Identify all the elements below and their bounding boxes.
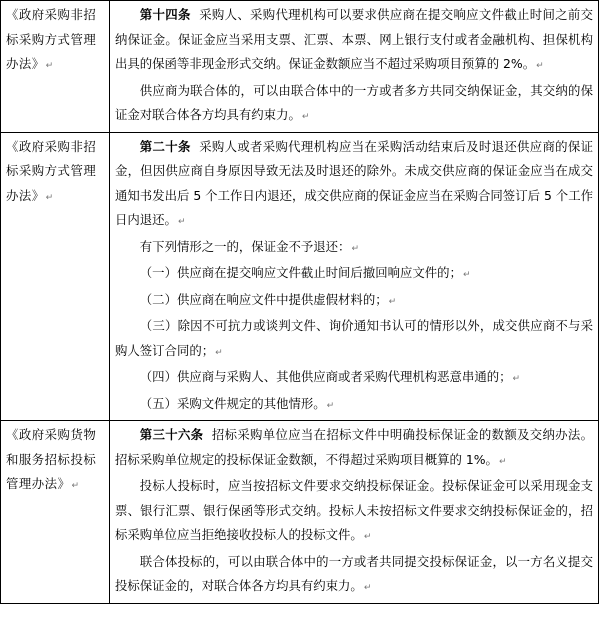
article-paragraph xyxy=(115,550,593,601)
law-title-cell xyxy=(1,1,110,133)
article-number: 第二十条 xyxy=(139,138,191,154)
paragraph-mark-icon: ↵ xyxy=(301,112,310,122)
article-text: （四）供应商与采购人、其他供应商或者采购代理机构恶意串通的； xyxy=(139,369,512,384)
paragraph-mark-icon: ↵ xyxy=(326,400,335,411)
paragraph-mark-icon: ↵ xyxy=(177,217,186,227)
article-number: 第十四条 xyxy=(139,7,191,22)
article-paragraph xyxy=(115,235,593,262)
article-paragraph xyxy=(115,79,593,130)
paragraph-mark-icon: ↵ xyxy=(71,481,80,491)
law-title: 《政府采购非招标采购方式管理办法》 xyxy=(6,7,97,71)
law-title-cell xyxy=(1,421,110,604)
article-paragraph xyxy=(115,288,593,315)
law-title: 《政府采购货物和服务招标投标管理办法》 xyxy=(6,427,97,491)
article-paragraph xyxy=(115,365,593,392)
article-text: （一）供应商在提交响应文件截止时间后撤回响应文件的； xyxy=(139,265,462,280)
article-text: 有下列情形之一的，保证金不予退还： xyxy=(139,238,351,254)
table-row xyxy=(1,1,599,133)
paragraph-mark-icon: ↵ xyxy=(462,270,471,280)
paragraph-mark-icon: ↵ xyxy=(45,192,54,203)
article-text: 招标采购单位应当在招标文件中明确投标保证金的数额及交纳办法。招标采购单位规定的投标保证金数额，不得超过采购项目概算的 1%。 xyxy=(115,427,594,467)
article-text: 采购人或者采购代理机构应当在采购活动结束后及时退还供应商的保证金，但因供应商自身原因导致无法及时退还的除外。未成交供应商的保证金应当在成交通知书发出后 5 个工作日内退还，成交供应商的保证金应当在采购合同签订后 5 个工作日内退还。 xyxy=(115,138,593,227)
paragraph-mark-icon: ↵ xyxy=(363,583,372,593)
paragraph-mark-icon: ↵ xyxy=(498,456,507,467)
paragraph-mark-icon: ↵ xyxy=(512,374,521,384)
article-paragraph xyxy=(115,314,593,365)
paragraph-mark-icon: ↵ xyxy=(536,61,544,71)
paragraph-mark-icon: ↵ xyxy=(388,296,397,307)
paragraph-mark-icon: ↵ xyxy=(45,61,54,71)
law-title-cell xyxy=(1,132,110,421)
article-paragraph xyxy=(115,3,593,79)
article-cell xyxy=(110,132,599,421)
article-text: 采购人、采购代理机构可以要求供应商在提交响应文件截止时间之前交纳保证金。保证金应当采用支票、汇票、本票、网上银行支付或者金融机构、担保机构出具的保函等非现金形式交纳。保证金数额应当不超过采购项目预算的 2%。 xyxy=(115,7,593,71)
paragraph-mark-icon: ↵ xyxy=(215,347,223,358)
article-text: （三）除因不可抗力或谈判文件、询价通知书认可的情形以外，成交供应商不与采购人签订合同的； xyxy=(115,318,593,358)
article-paragraph xyxy=(115,261,593,288)
article-paragraph xyxy=(115,474,593,550)
article-text: 投标人投标时，应当按招标文件要求交纳投标保证金。投标保证金可以采用现金支票、银行汇票、银行保函等形式交纳。投标人未按招标文件要求交纳投标保证金的，招标采购单位应当拒绝接收投标人的投标文件。 xyxy=(115,478,593,542)
article-cell xyxy=(110,1,599,133)
paragraph-mark-icon: ↵ xyxy=(351,243,359,254)
article-text: 联合体投标的，可以由联合体中的一方或者共同提交投标保证金，以一方名义提交投标保证金的，对联合体各方均具有约束力。 xyxy=(115,553,593,593)
article-number: 第三十六条 xyxy=(139,427,204,442)
article-text: 供应商为联合体的，可以由联合体中的一方或者多方共同交纳保证金，其交纳的保证金对联合体各方均具有约束力。 xyxy=(115,82,593,122)
article-text: （五）采购文件规定的其他情形。 xyxy=(139,395,326,411)
table-row xyxy=(1,132,599,421)
article-paragraph xyxy=(115,135,593,235)
table-row xyxy=(1,421,599,604)
article-text: （二）供应商在响应文件中提供虚假材料的； xyxy=(139,291,388,307)
article-cell xyxy=(110,421,599,604)
paragraph-mark-icon: ↵ xyxy=(363,532,372,542)
article-paragraph xyxy=(115,392,593,419)
law-title: 《政府采购非招标采购方式管理办法》 xyxy=(6,138,97,203)
article-paragraph xyxy=(115,423,593,474)
